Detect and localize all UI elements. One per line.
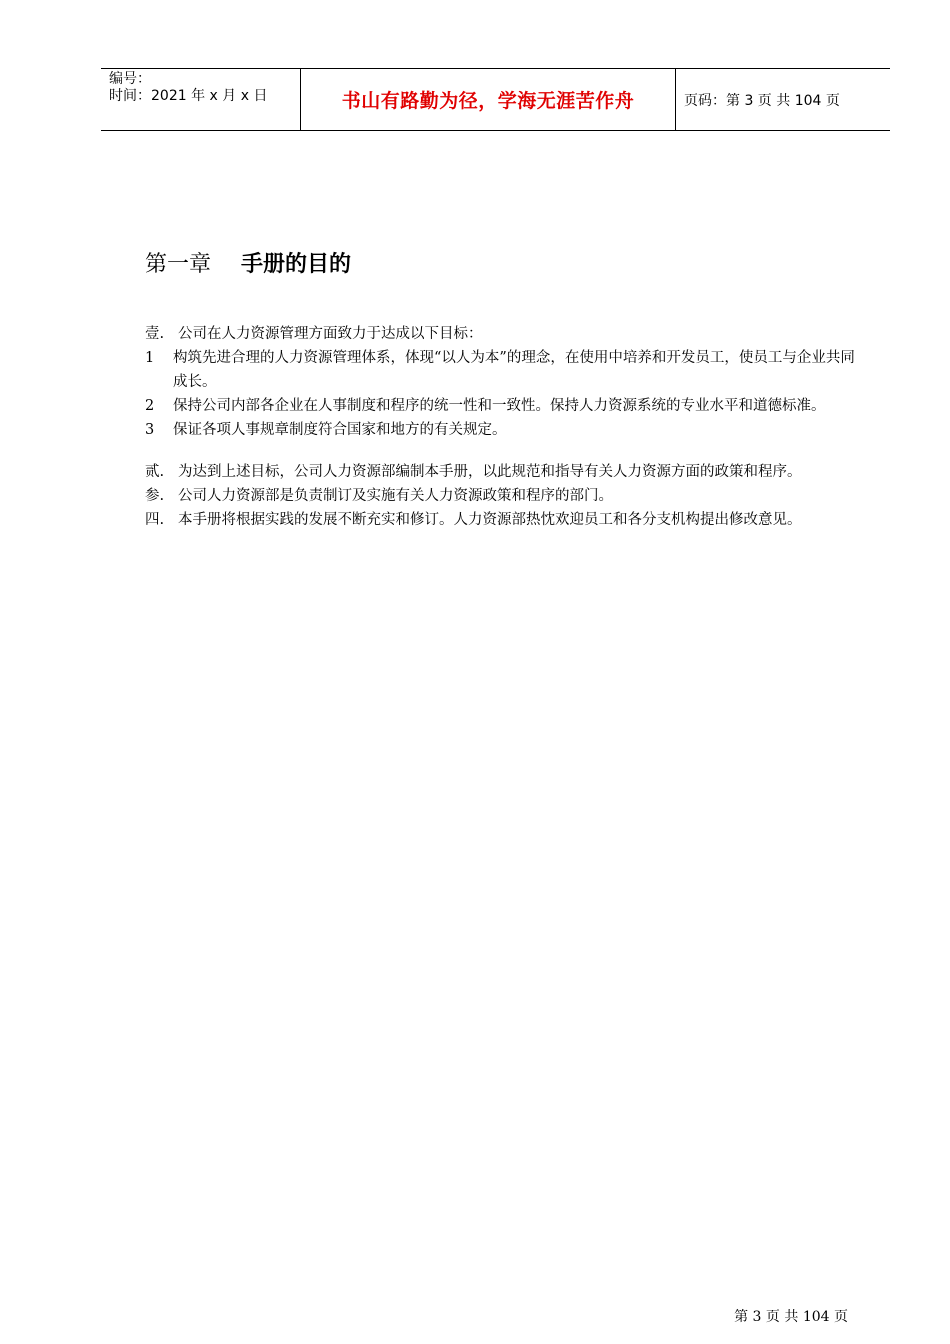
section-4: [145, 508, 855, 532]
document-number-label: 编号：: [109, 71, 151, 87]
section-number: 四.: [145, 512, 165, 528]
list-item-text: 保持公司内部各企业在人事制度和程序的统一性和一致性。保持人力资源系统的专业水平和道德标准。: [173, 398, 826, 414]
header-page-info: 页码：第 3 页 共 104 页: [684, 92, 840, 109]
header-motto: 书山有路勤为径，学海无涯苦作舟: [301, 69, 676, 130]
list-item: [145, 346, 855, 394]
section-text: 公司在人力资源管理方面致力于达成以下目标：: [178, 326, 483, 342]
section-text: 为达到上述目标，公司人力资源部编制本手册，以此规范和指导有关人力资源方面的政策和程序。: [178, 464, 802, 480]
list-item-text: 构筑先进合理的人力资源管理体系，体现“以人为本”的理念，在使用中培养和开发员工，使员工与企业共同成长。: [173, 350, 855, 390]
page-header: [101, 68, 890, 131]
chapter-title: 手册的目的: [241, 252, 352, 277]
section-number: 参.: [145, 488, 165, 504]
document-time: 时间：2021 年 x 月 x 日: [109, 88, 268, 104]
section-1: [145, 322, 855, 346]
section-number: 贰.: [145, 464, 165, 480]
section-text: 本手册将根据实践的发展不断充实和修订。人力资源部热忱欢迎员工和各分支机构提出修改意见。: [178, 512, 802, 528]
spacer: [145, 442, 855, 460]
list-item: [145, 394, 855, 418]
list-item-number: 3: [145, 422, 155, 438]
page-footer: 第 3 页 共 104 页: [734, 1309, 848, 1325]
section-text: 公司人力资源部是负责制订及实施有关人力资源政策和程序的部门。: [178, 488, 613, 504]
header-meta: [101, 69, 301, 130]
chapter-label: 第一章: [145, 252, 212, 277]
section-3: [145, 484, 855, 508]
list-item-text: 保证各项人事规章制度符合国家和地方的有关规定。: [173, 422, 507, 438]
chapter-heading: [145, 247, 351, 278]
document-body: [145, 322, 855, 532]
section-2: [145, 460, 855, 484]
list-item-number: 1: [145, 350, 155, 366]
section-number: 壹.: [145, 326, 165, 342]
list-item-number: 2: [145, 398, 155, 414]
list-item: [145, 418, 855, 442]
